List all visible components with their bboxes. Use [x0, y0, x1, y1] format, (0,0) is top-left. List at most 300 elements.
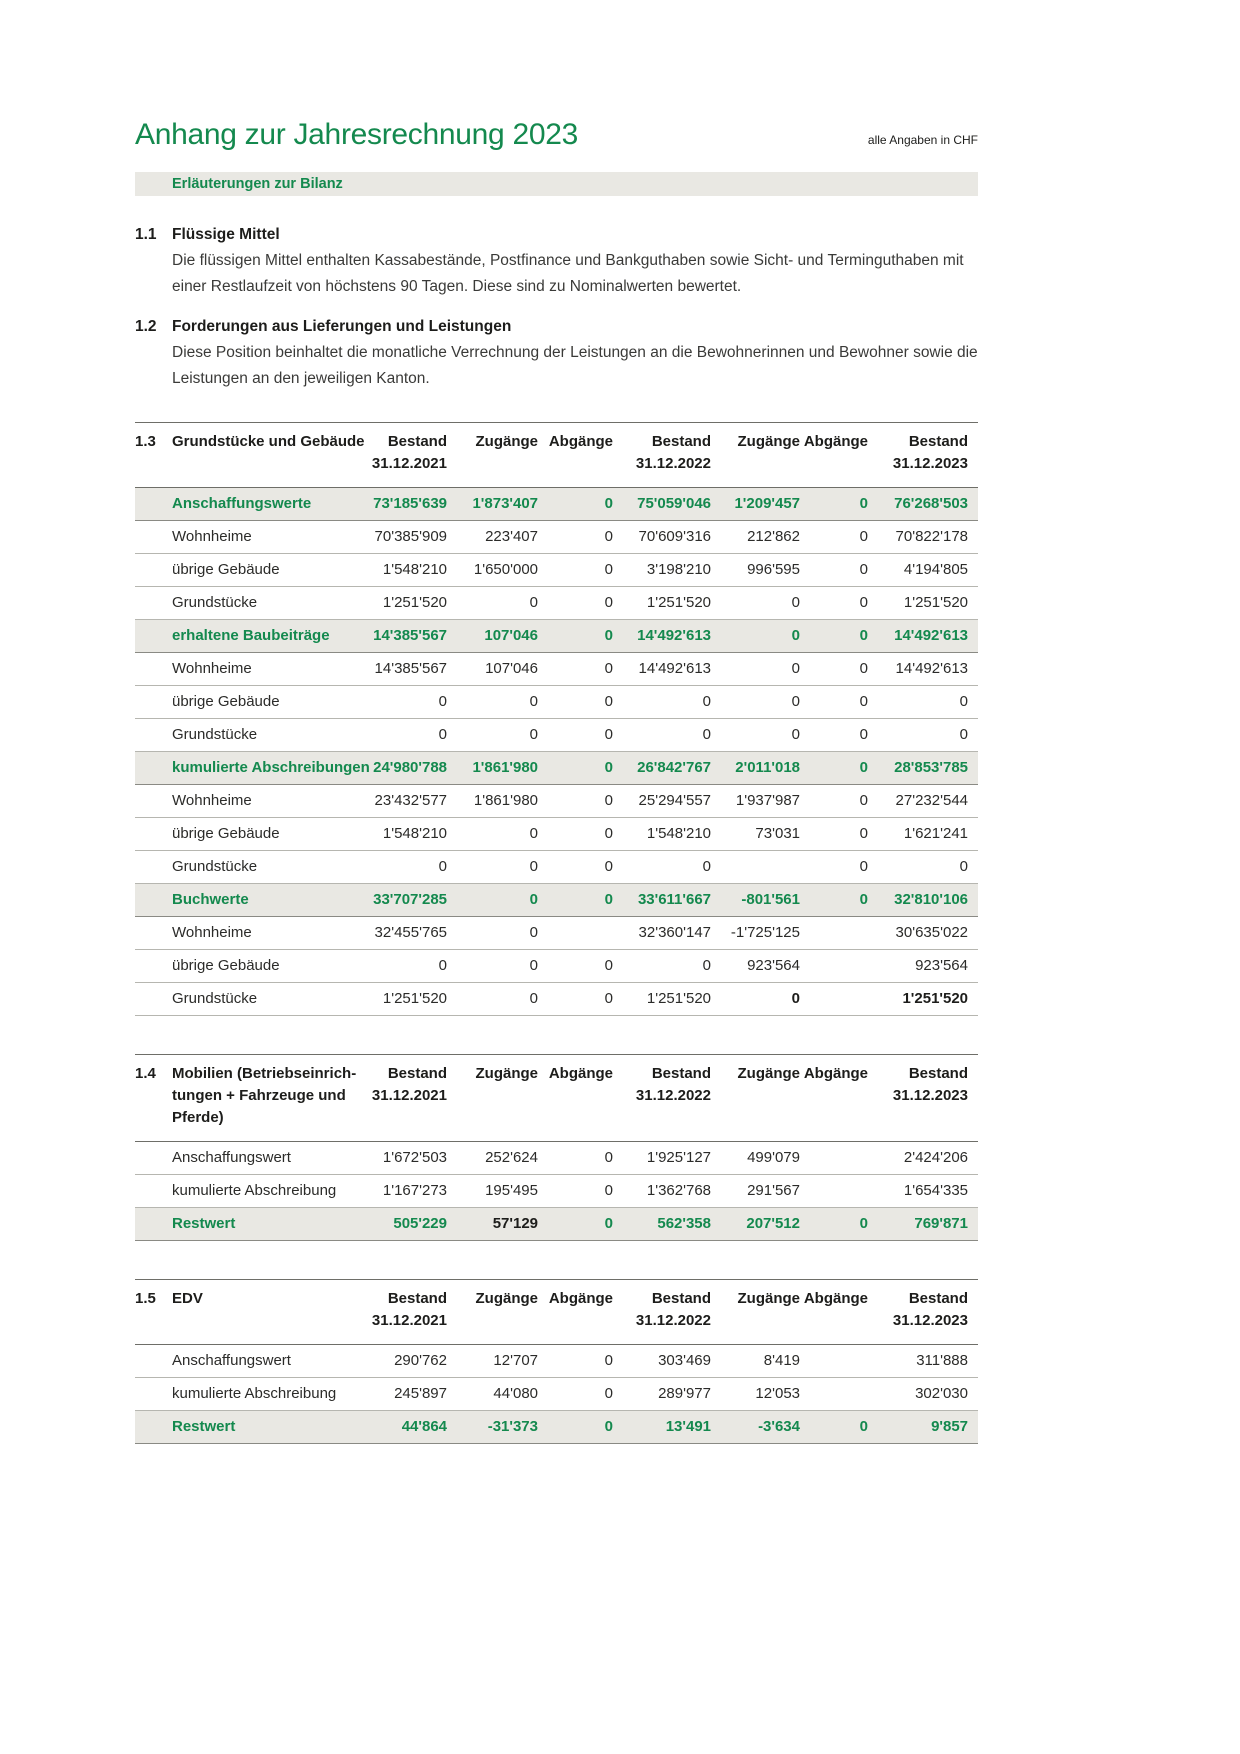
column-header [368, 1055, 447, 1142]
value-cell: 107'046 [485, 660, 538, 677]
table-head [135, 1055, 978, 1142]
value-cell: 14'385'567 [374, 660, 447, 677]
row-number-spacer [135, 686, 172, 719]
column-header [538, 423, 613, 488]
value-cell: 0 [859, 726, 868, 743]
value-cell: 0 [604, 528, 613, 545]
row-label: Grundstücke [172, 594, 258, 611]
value-cell: 0 [529, 594, 538, 611]
table-title-line: Grundstücke und Gebäude [172, 433, 365, 450]
row-label: erhaltene Baubeiträge [172, 627, 330, 644]
value-cell: 0 [604, 627, 613, 644]
section-body-wrap [172, 318, 978, 392]
section-fluessige-mittel [135, 226, 978, 300]
value-cell: 0 [791, 693, 800, 710]
row-number-spacer [135, 653, 172, 686]
row-label: übrige Gebäude [172, 693, 280, 710]
value-cell: 1'251'520 [646, 990, 711, 1007]
table-row [135, 554, 978, 587]
table-body [135, 488, 978, 1016]
column-label: Bestand [908, 433, 968, 450]
column-date: 31.12.2021 [371, 1312, 447, 1329]
value-cell: 0 [529, 957, 538, 974]
column-header [538, 1055, 613, 1142]
document-header [135, 0, 978, 152]
row-label: Anschaffungswerte [172, 495, 312, 512]
row-number-spacer [135, 884, 172, 917]
value-cell: 1'167'273 [382, 1182, 447, 1199]
value-cell: 0 [604, 1149, 613, 1166]
value-cell: 923'564 [915, 957, 968, 974]
value-cell: 0 [859, 792, 868, 809]
value-cell: 245'897 [394, 1385, 447, 1402]
value-cell: 212'862 [747, 528, 800, 545]
value-cell: 0 [702, 693, 711, 710]
value-cell: 14'492'613 [894, 627, 968, 644]
value-cell: 303'469 [658, 1352, 711, 1369]
row-number-spacer [135, 1142, 172, 1175]
column-label: Abgänge [803, 1290, 868, 1307]
value-cell: 0 [604, 891, 613, 908]
value-cell [800, 983, 868, 1016]
column-header [800, 1055, 868, 1142]
column-date: 31.12.2021 [371, 455, 447, 472]
column-date: 31.12.2023 [892, 1087, 968, 1104]
table-row [135, 1142, 978, 1175]
row-label: Wohnheime [172, 528, 252, 545]
column-label: Bestand [651, 1290, 711, 1307]
value-cell: 70'385'909 [374, 528, 447, 545]
value-cell: 291'567 [747, 1182, 800, 1199]
column-date: 31.12.2023 [892, 1312, 968, 1329]
value-cell: 0 [791, 660, 800, 677]
column-label: Bestand [908, 1065, 968, 1082]
table-edv [135, 1279, 978, 1444]
column-label: Zugänge [475, 1065, 538, 1082]
value-cell: 14'492'613 [637, 627, 711, 644]
value-cell: 0 [438, 858, 447, 875]
value-cell: 0 [529, 990, 538, 1007]
value-cell: 0 [702, 726, 711, 743]
value-cell: 2'424'206 [903, 1149, 968, 1166]
table-mobilien [135, 1054, 978, 1241]
page-title: Anhang zur Jahresrechnung 2023 [135, 118, 578, 151]
value-cell: 23'432'577 [374, 792, 447, 809]
currency-note: alle Angaben in CHF [867, 133, 978, 147]
value-cell: 0 [791, 627, 800, 644]
value-cell: 0 [859, 528, 868, 545]
value-cell: 0 [604, 594, 613, 611]
value-cell: 14'492'613 [895, 660, 968, 677]
value-cell: 0 [604, 495, 613, 512]
column-label: Bestand [387, 433, 447, 450]
column-header [868, 1055, 978, 1142]
value-cell: 0 [791, 990, 800, 1007]
value-cell: 76'268'503 [894, 495, 968, 512]
table-row [135, 851, 978, 884]
table-title-line: EDV [172, 1290, 203, 1307]
value-cell: 1'362'768 [646, 1182, 711, 1199]
value-cell [800, 1175, 868, 1208]
value-cell: 70'822'178 [895, 528, 968, 545]
value-cell: 24'980'788 [373, 759, 447, 776]
value-cell: 1'548'210 [646, 825, 711, 842]
section-bar-label: Erläuterungen zur Bilanz [172, 176, 343, 192]
section-paragraph: Diese Position beinhaltet die monatliche Verrechnung der Leistungen an die Bewohnerinnen und Bewohner sowie die Leistungen an den jeweiligen Kanton. [172, 344, 978, 387]
value-cell: 32'455'765 [374, 924, 447, 941]
row-number-spacer [135, 1175, 172, 1208]
value-cell: 1'621'241 [903, 825, 968, 842]
row-number-spacer [135, 917, 172, 950]
column-header [447, 1280, 538, 1345]
value-cell: -3'634 [758, 1418, 800, 1435]
value-cell: 32'810'106 [894, 891, 968, 908]
value-cell: 0 [604, 1215, 613, 1232]
value-cell: 0 [604, 990, 613, 1007]
value-cell: 0 [702, 957, 711, 974]
table-row [135, 719, 978, 752]
value-cell: 1'672'503 [382, 1149, 447, 1166]
row-number-spacer [135, 950, 172, 983]
value-cell: 25'294'557 [638, 792, 711, 809]
value-cell: 0 [859, 858, 868, 875]
row-label: Wohnheime [172, 924, 252, 941]
value-cell [800, 950, 868, 983]
table-head [135, 423, 978, 488]
table-row [135, 653, 978, 686]
table-section-number: 1.3 [135, 433, 156, 450]
row-number-spacer [135, 983, 172, 1016]
row-number-spacer [135, 1378, 172, 1411]
table-section-number: 1.5 [135, 1290, 156, 1307]
column-label: Zugänge [737, 1065, 800, 1082]
row-label: kumulierte Abschreibungen [172, 759, 370, 776]
row-label: Wohnheime [172, 660, 252, 677]
column-header [711, 1055, 800, 1142]
value-cell: 73'185'639 [373, 495, 447, 512]
value-cell: 0 [604, 693, 613, 710]
table-row [135, 1378, 978, 1411]
row-number-spacer [135, 620, 172, 653]
column-header [447, 423, 538, 488]
table-row [135, 521, 978, 554]
section-heading: Flüssige Mittel [172, 226, 280, 243]
column-header [711, 1280, 800, 1345]
value-cell: 44'080 [493, 1385, 538, 1402]
row-number-spacer [135, 752, 172, 785]
column-header [447, 1055, 538, 1142]
row-label: Anschaffungswert [172, 1352, 291, 1369]
table-row [135, 752, 978, 785]
row-label: kumulierte Abschreibung [172, 1182, 337, 1199]
row-label: Restwert [172, 1418, 236, 1435]
value-cell: 923'564 [747, 957, 800, 974]
value-cell: 996'595 [747, 561, 800, 578]
row-number-spacer [135, 818, 172, 851]
row-number-spacer [135, 587, 172, 620]
value-cell: 0 [529, 825, 538, 842]
column-label: Abgänge [548, 1290, 613, 1307]
row-label: Wohnheime [172, 792, 252, 809]
value-cell: 0 [604, 1418, 613, 1435]
table-row [135, 818, 978, 851]
value-cell: 32'360'147 [638, 924, 711, 941]
value-cell: 0 [604, 792, 613, 809]
table-row [135, 488, 978, 521]
value-cell: 1'861'980 [473, 792, 538, 809]
value-cell: 107'046 [484, 627, 538, 644]
value-cell: 0 [529, 858, 538, 875]
value-cell: 2'011'018 [735, 759, 800, 776]
value-cell: 0 [604, 561, 613, 578]
column-header [800, 423, 868, 488]
row-label: Anschaffungswert [172, 1149, 291, 1166]
value-cell: 0 [859, 495, 868, 512]
value-cell: 0 [604, 957, 613, 974]
value-cell: 1'251'520 [382, 594, 447, 611]
value-cell: 195'495 [485, 1182, 538, 1199]
table-row [135, 884, 978, 917]
value-cell: 1'251'520 [646, 594, 711, 611]
value-cell: 0 [604, 825, 613, 842]
section-forderungen [135, 318, 978, 392]
value-cell: 1'251'520 [382, 990, 447, 1007]
row-number-spacer [135, 1345, 172, 1378]
table-title-line: tungen + Fahrzeuge und [172, 1087, 346, 1104]
column-date: 31.12.2022 [635, 1312, 711, 1329]
value-cell: 1'861'980 [472, 759, 538, 776]
section-bar [135, 172, 978, 196]
value-cell: 0 [604, 1182, 613, 1199]
row-number-spacer [135, 488, 172, 521]
table-row [135, 620, 978, 653]
value-cell: 0 [604, 1352, 613, 1369]
value-cell: 0 [604, 726, 613, 743]
table-row [135, 785, 978, 818]
value-cell [538, 917, 613, 950]
table-title [172, 423, 368, 488]
row-label: übrige Gebäude [172, 957, 280, 974]
value-cell: 769'871 [914, 1215, 968, 1232]
value-cell [800, 917, 868, 950]
value-cell: 1'654'335 [903, 1182, 968, 1199]
column-header [800, 1280, 868, 1345]
value-cell: 30'635'022 [895, 924, 968, 941]
table-section-number: 1.4 [135, 1065, 156, 1082]
table-head [135, 1280, 978, 1345]
table-row [135, 983, 978, 1016]
column-label: Abgänge [803, 1065, 868, 1082]
value-cell: -801'561 [741, 891, 800, 908]
value-cell: 12'053 [755, 1385, 800, 1402]
value-cell: 0 [604, 660, 613, 677]
value-cell: 1'548'210 [382, 825, 447, 842]
value-cell: 0 [859, 1418, 868, 1435]
column-label: Bestand [387, 1290, 447, 1307]
row-label: Grundstücke [172, 858, 258, 875]
value-cell: 0 [859, 891, 868, 908]
value-cell: 1'650'000 [473, 561, 538, 578]
value-cell: 26'842'767 [637, 759, 711, 776]
value-cell: 0 [791, 726, 800, 743]
value-cell: 57'129 [492, 1215, 538, 1232]
table-row [135, 950, 978, 983]
value-cell: 0 [959, 726, 968, 743]
section-heading: Forderungen aus Lieferungen und Leistungen [172, 318, 512, 335]
row-label: Grundstücke [172, 726, 258, 743]
value-cell: 0 [859, 693, 868, 710]
table-title [172, 1280, 368, 1345]
value-cell: 1'251'520 [903, 594, 968, 611]
column-header [538, 1280, 613, 1345]
section-number: 1.1 [135, 226, 157, 243]
column-label: Bestand [651, 433, 711, 450]
value-cell: 0 [859, 825, 868, 842]
value-cell: 1'873'407 [472, 495, 538, 512]
value-cell: 9'857 [931, 1418, 968, 1435]
row-label: übrige Gebäude [172, 825, 280, 842]
value-cell: 0 [438, 726, 447, 743]
table-title-line: Mobilien (Betriebseinrich- [172, 1065, 357, 1082]
value-cell: -1'725'125 [730, 924, 800, 941]
value-cell: 0 [859, 627, 868, 644]
value-cell: 0 [438, 957, 447, 974]
value-cell: 14'385'567 [373, 627, 447, 644]
section-number: 1.2 [135, 318, 157, 335]
row-number-spacer [135, 851, 172, 884]
value-cell: 1'251'520 [902, 990, 968, 1007]
table-row [135, 1411, 978, 1444]
table-header-row [135, 1055, 978, 1142]
value-cell: 0 [859, 759, 868, 776]
value-cell: 289'977 [658, 1385, 711, 1402]
value-cell: 13'491 [665, 1418, 711, 1435]
value-cell: 0 [702, 858, 711, 875]
value-cell: 562'358 [657, 1215, 711, 1232]
row-number-spacer [135, 719, 172, 752]
table-row [135, 1345, 978, 1378]
row-label: übrige Gebäude [172, 561, 280, 578]
row-label: Restwert [172, 1215, 236, 1232]
value-cell: 3'198'210 [646, 561, 711, 578]
value-cell: 73'031 [755, 825, 800, 842]
column-label: Zugänge [737, 1290, 800, 1307]
row-number-spacer [135, 785, 172, 818]
table-row [135, 587, 978, 620]
value-cell: 505'229 [393, 1215, 447, 1232]
column-date: 31.12.2023 [892, 455, 968, 472]
value-cell: 27'232'544 [895, 792, 968, 809]
row-label: Grundstücke [172, 990, 258, 1007]
table-row [135, 1175, 978, 1208]
column-label: Zugänge [475, 433, 538, 450]
value-cell: 0 [529, 891, 538, 908]
value-cell: 1'925'127 [646, 1149, 711, 1166]
table-row [135, 686, 978, 719]
column-header [368, 1280, 447, 1345]
value-cell: 1'937'987 [735, 792, 800, 809]
value-cell: 302'030 [915, 1385, 968, 1402]
column-label: Bestand [908, 1290, 968, 1307]
value-cell: 207'512 [746, 1215, 800, 1232]
column-label: Abgänge [548, 1065, 613, 1082]
column-date: 31.12.2021 [371, 1087, 447, 1104]
value-cell: 28'853'785 [894, 759, 968, 776]
value-cell: 0 [859, 594, 868, 611]
value-cell: 290'762 [394, 1352, 447, 1369]
row-number-spacer [135, 1411, 172, 1444]
value-cell: 44'864 [401, 1418, 447, 1435]
column-label: Abgänge [803, 433, 868, 450]
value-cell: 0 [529, 693, 538, 710]
column-date: 31.12.2022 [635, 455, 711, 472]
table-body [135, 1142, 978, 1241]
value-cell: 0 [959, 858, 968, 875]
column-header [613, 423, 711, 488]
column-header [368, 423, 447, 488]
page-content [135, 0, 978, 1444]
column-header [711, 423, 800, 488]
value-cell: 0 [791, 594, 800, 611]
value-cell: 0 [859, 1215, 868, 1232]
section-body-wrap [172, 226, 978, 300]
value-cell: 33'707'285 [373, 891, 447, 908]
value-cell: 0 [859, 660, 868, 677]
value-cell: 0 [604, 1385, 613, 1402]
table-body [135, 1345, 978, 1444]
row-label: kumulierte Abschreibung [172, 1385, 337, 1402]
value-cell: 12'707 [493, 1352, 538, 1369]
column-header [868, 423, 978, 488]
section-paragraph: Die flüssigen Mittel enthalten Kassabestände, Postfinance und Bankguthaben sowie Sicht- und Terminguthaben mit einer Restlaufzeit von höchstens 90 Tagen. Diese sind zu Nominalwerten bewertet. [172, 252, 964, 295]
value-cell [711, 851, 800, 884]
value-cell [800, 1345, 868, 1378]
column-header [613, 1280, 711, 1345]
column-label: Zugänge [475, 1290, 538, 1307]
value-cell: 0 [529, 726, 538, 743]
table-title [172, 1055, 368, 1142]
value-cell: 0 [604, 759, 613, 776]
column-label: Bestand [651, 1065, 711, 1082]
row-number-spacer [135, 521, 172, 554]
value-cell: 0 [959, 693, 968, 710]
value-cell: 1'209'457 [734, 495, 800, 512]
column-header [868, 1280, 978, 1345]
value-cell: 311'888 [916, 1352, 968, 1369]
value-cell: 499'079 [747, 1149, 800, 1166]
table-title-line: Pferde) [172, 1109, 224, 1126]
value-cell [800, 1142, 868, 1175]
value-cell: 0 [604, 858, 613, 875]
column-label: Bestand [387, 1065, 447, 1082]
column-date: 31.12.2022 [635, 1087, 711, 1104]
value-cell: 252'624 [485, 1149, 538, 1166]
table-header-row [135, 423, 978, 488]
row-number-spacer [135, 1208, 172, 1241]
table-row [135, 917, 978, 950]
value-cell: 0 [859, 561, 868, 578]
table-grundstuecke-und-gebaeude [135, 422, 978, 1016]
value-cell [800, 1378, 868, 1411]
value-cell: -31'373 [487, 1418, 538, 1435]
value-cell: 223'407 [485, 528, 538, 545]
value-cell: 4'194'805 [903, 561, 968, 578]
value-cell: 70'609'316 [638, 528, 711, 545]
value-cell: 0 [438, 693, 447, 710]
row-label: Buchwerte [172, 891, 249, 908]
value-cell: 8'419 [763, 1352, 800, 1369]
column-label: Abgänge [548, 433, 613, 450]
